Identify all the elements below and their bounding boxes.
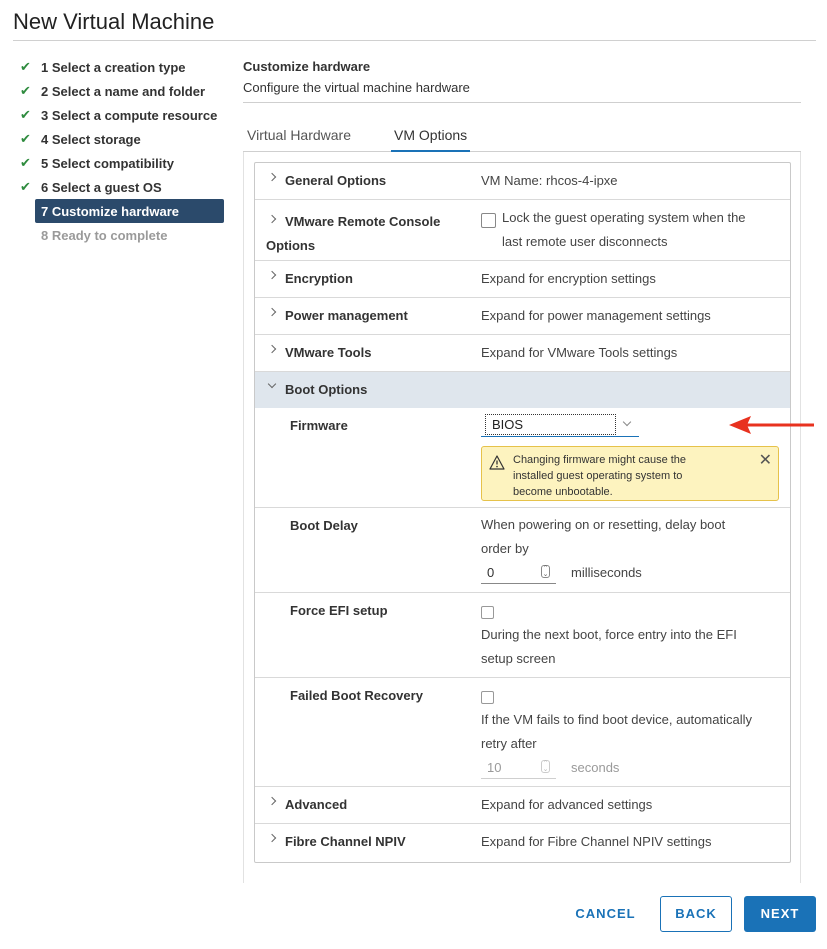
boot-delay-input[interactable]: 0 ⌃ ⌄ bbox=[481, 562, 556, 584]
row-value: Expand for power management settings bbox=[481, 308, 711, 323]
step-label: 1 Select a creation type bbox=[41, 59, 186, 75]
warning-icon bbox=[489, 455, 505, 470]
chevron-right-icon[interactable] bbox=[268, 797, 276, 805]
title-divider bbox=[13, 40, 816, 41]
chevron-down-icon[interactable] bbox=[623, 418, 631, 426]
step-8 bbox=[35, 223, 225, 247]
step-3[interactable] bbox=[20, 103, 225, 127]
row-label: Fibre Channel NPIV bbox=[285, 834, 406, 849]
lock-guest-checkbox[interactable] bbox=[481, 212, 496, 228]
step-7-active[interactable] bbox=[35, 199, 224, 223]
row-power-management[interactable] bbox=[255, 298, 790, 335]
vm-options-grid bbox=[254, 162, 791, 863]
wizard-steps bbox=[20, 55, 225, 247]
step-label: 5 Select compatibility bbox=[41, 155, 174, 171]
retry-seconds-unit: seconds bbox=[571, 760, 620, 775]
row-label: Boot Options bbox=[285, 382, 368, 397]
back-button[interactable]: BACK bbox=[660, 896, 732, 932]
row-label: General Options bbox=[285, 173, 387, 188]
step-label: 7 Customize hardware bbox=[41, 203, 179, 219]
boot-delay-text: When powering on or resetting, delay boot order by bbox=[481, 517, 726, 556]
vm-name-value: VM Name: rhcos-4-ipxe bbox=[481, 173, 618, 188]
checkmark-icon: ✔ bbox=[20, 107, 31, 122]
step-label: 6 Select a guest OS bbox=[41, 179, 162, 195]
step-label: 2 Select a name and folder bbox=[41, 83, 206, 99]
checkmark-icon: ✔ bbox=[20, 179, 31, 194]
row-failed-boot-recovery bbox=[255, 678, 790, 787]
tab-bar bbox=[243, 126, 801, 152]
row-label: Power management bbox=[285, 308, 408, 323]
row-encryption[interactable] bbox=[255, 261, 790, 298]
retry-seconds-input: 10 ⌃ ⌄ bbox=[481, 757, 556, 779]
close-icon[interactable]: ✕ bbox=[758, 452, 772, 469]
section-divider bbox=[243, 102, 801, 103]
row-label-line2: Options bbox=[266, 238, 316, 253]
row-fibre-channel-npiv[interactable] bbox=[255, 824, 790, 861]
step-label: 4 Select storage bbox=[41, 131, 141, 147]
step-2[interactable] bbox=[20, 79, 225, 103]
window-title: New Virtual Machine bbox=[13, 9, 215, 34]
boot-delay-label: Boot Delay bbox=[290, 518, 358, 533]
step-label: 8 Ready to complete bbox=[41, 227, 168, 243]
firmware-label: Firmware bbox=[290, 418, 348, 433]
spinner-icon[interactable]: ⌃ ⌄ bbox=[542, 565, 549, 578]
firmware-warning bbox=[481, 446, 779, 501]
chevron-right-icon[interactable] bbox=[268, 308, 276, 316]
row-boot-delay bbox=[255, 508, 790, 593]
chevron-down-icon[interactable] bbox=[268, 380, 276, 388]
force-efi-label: Force EFI setup bbox=[290, 603, 388, 618]
checkmark-icon: ✔ bbox=[20, 59, 31, 74]
chevron-right-icon[interactable] bbox=[268, 834, 276, 842]
row-label: Encryption bbox=[285, 271, 353, 286]
checkmark-icon: ✔ bbox=[20, 83, 31, 98]
row-force-efi bbox=[255, 593, 790, 678]
red-arrow-icon bbox=[727, 413, 817, 437]
boot-delay-unit: milliseconds bbox=[571, 565, 642, 580]
row-label: VMware Remote Console bbox=[285, 214, 441, 229]
section-subtitle: Configure the virtual machine hardware bbox=[243, 80, 470, 95]
row-remote-console[interactable] bbox=[255, 200, 790, 261]
row-advanced[interactable] bbox=[255, 787, 790, 824]
chevron-right-icon[interactable] bbox=[268, 345, 276, 353]
remote-console-text: Lock the guest operating system when the last remote user disconnects bbox=[502, 210, 746, 249]
step-1[interactable] bbox=[20, 55, 225, 79]
step-4[interactable] bbox=[20, 127, 225, 151]
row-label: Advanced bbox=[285, 797, 348, 812]
tab-vm-options[interactable]: VM Options bbox=[391, 126, 470, 152]
force-efi-checkbox[interactable] bbox=[481, 604, 494, 619]
section-title: Customize hardware bbox=[243, 59, 371, 74]
next-button[interactable]: NEXT bbox=[744, 896, 816, 932]
firmware-select[interactable] bbox=[481, 412, 639, 437]
step-5[interactable] bbox=[20, 151, 225, 175]
row-value: Expand for Fibre Channel NPIV settings bbox=[481, 834, 712, 849]
failed-recovery-checkbox[interactable] bbox=[481, 689, 494, 704]
warning-text: Changing firmware might cause the installed guest operating system to become unbootable. bbox=[513, 454, 687, 498]
row-value: Expand for VMware Tools settings bbox=[481, 345, 678, 360]
step-label: 3 Select a compute resource bbox=[41, 107, 218, 123]
row-label: VMware Tools bbox=[285, 345, 372, 360]
row-boot-options[interactable] bbox=[255, 372, 790, 408]
chevron-right-icon[interactable] bbox=[268, 271, 276, 279]
force-efi-text: During the next boot, force entry into the EFI setup screen bbox=[481, 627, 737, 666]
spinner-icon: ⌃ ⌄ bbox=[542, 760, 549, 773]
checkmark-icon: ✔ bbox=[20, 155, 31, 170]
row-value: Expand for advanced settings bbox=[481, 797, 653, 812]
checkmark-icon: ✔ bbox=[20, 131, 31, 146]
cancel-button[interactable]: CANCEL bbox=[575, 906, 636, 921]
row-vmware-tools[interactable] bbox=[255, 335, 790, 372]
step-6[interactable] bbox=[20, 175, 225, 199]
row-general-options[interactable] bbox=[255, 163, 790, 200]
tab-virtual-hardware[interactable]: Virtual Hardware bbox=[247, 127, 352, 143]
firmware-select-value[interactable]: BIOS bbox=[485, 414, 616, 435]
failed-recovery-label: Failed Boot Recovery bbox=[290, 688, 423, 703]
failed-recovery-text: If the VM fails to find boot device, automatically retry after bbox=[481, 712, 752, 751]
chevron-right-icon[interactable] bbox=[268, 173, 276, 181]
row-value: Expand for encryption settings bbox=[481, 271, 656, 286]
